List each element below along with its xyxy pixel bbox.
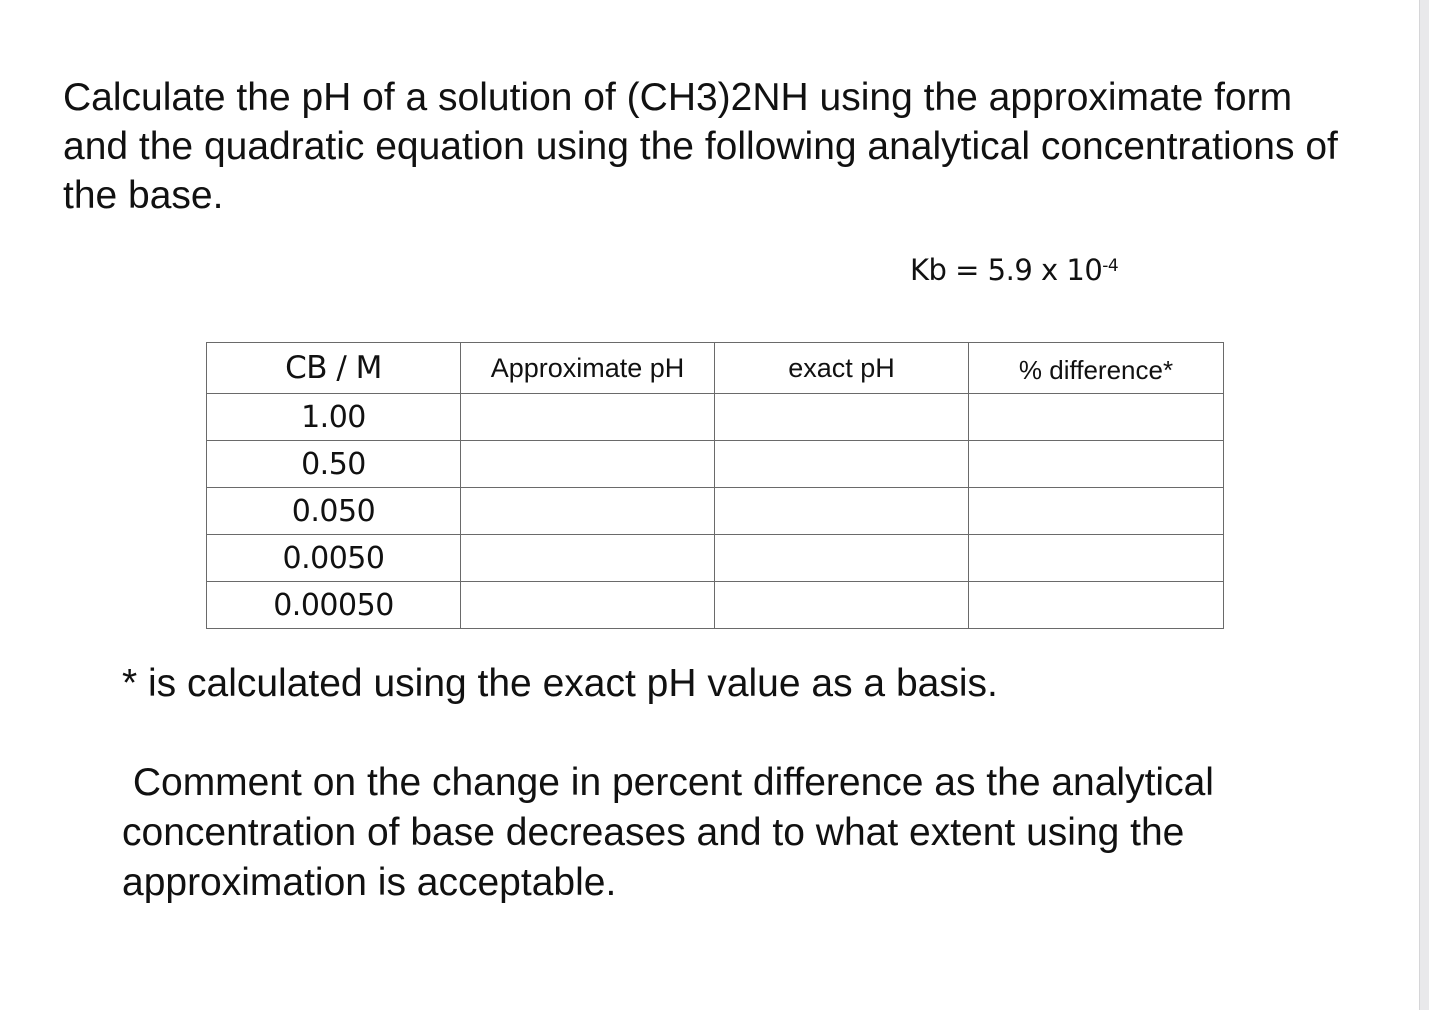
kb-label: Kb = 5.9 x 10 [910, 253, 1103, 287]
table-row [207, 394, 1224, 441]
table-row [207, 582, 1224, 629]
footnote-text: * is calculated using the exact pH value as a basis. [122, 662, 998, 705]
percent-diff-cell [969, 488, 1224, 535]
concentration-table [206, 342, 1224, 629]
header-approximate-ph: Approximate pH [461, 343, 715, 394]
comment-prompt: Comment on the change in percent difference as the analytical concentration of base decreases and to what extent using the approximation is acceptable. [122, 761, 1225, 904]
header-percent-difference: % difference* [969, 343, 1224, 394]
page-right-edge [1419, 0, 1429, 1010]
percent-diff-cell [969, 582, 1224, 629]
table-header-row [207, 343, 1224, 394]
table-row [207, 441, 1224, 488]
kb-constant [910, 250, 1118, 290]
exact-ph-cell [715, 535, 969, 582]
approx-ph-cell [461, 535, 715, 582]
percent-diff-cell [969, 441, 1224, 488]
approx-ph-cell [461, 488, 715, 535]
percent-diff-cell [969, 535, 1224, 582]
cb-value: 0.0050 [207, 535, 461, 582]
exact-ph-cell [715, 488, 969, 535]
exact-ph-cell [715, 582, 969, 629]
header-exact-ph: exact pH [715, 343, 969, 394]
cb-value: 0.00050 [207, 582, 461, 629]
exact-ph-cell [715, 394, 969, 441]
table-row [207, 535, 1224, 582]
approx-ph-cell [461, 441, 715, 488]
header-cb: CB / M [207, 343, 461, 394]
cb-value: 0.050 [207, 488, 461, 535]
table-row [207, 488, 1224, 535]
question-text: Calculate the pH of a solution of (CH3)2NH using the approximate form and the quadratic equation using the following analytical concentrations of the base. [63, 76, 1338, 217]
approx-ph-cell [461, 582, 715, 629]
exact-ph-cell [715, 441, 969, 488]
kb-exponent: -4 [1102, 256, 1119, 276]
cb-value: 0.50 [207, 441, 461, 488]
approx-ph-cell [461, 394, 715, 441]
percent-diff-cell [969, 394, 1224, 441]
cb-value: 1.00 [207, 394, 461, 441]
